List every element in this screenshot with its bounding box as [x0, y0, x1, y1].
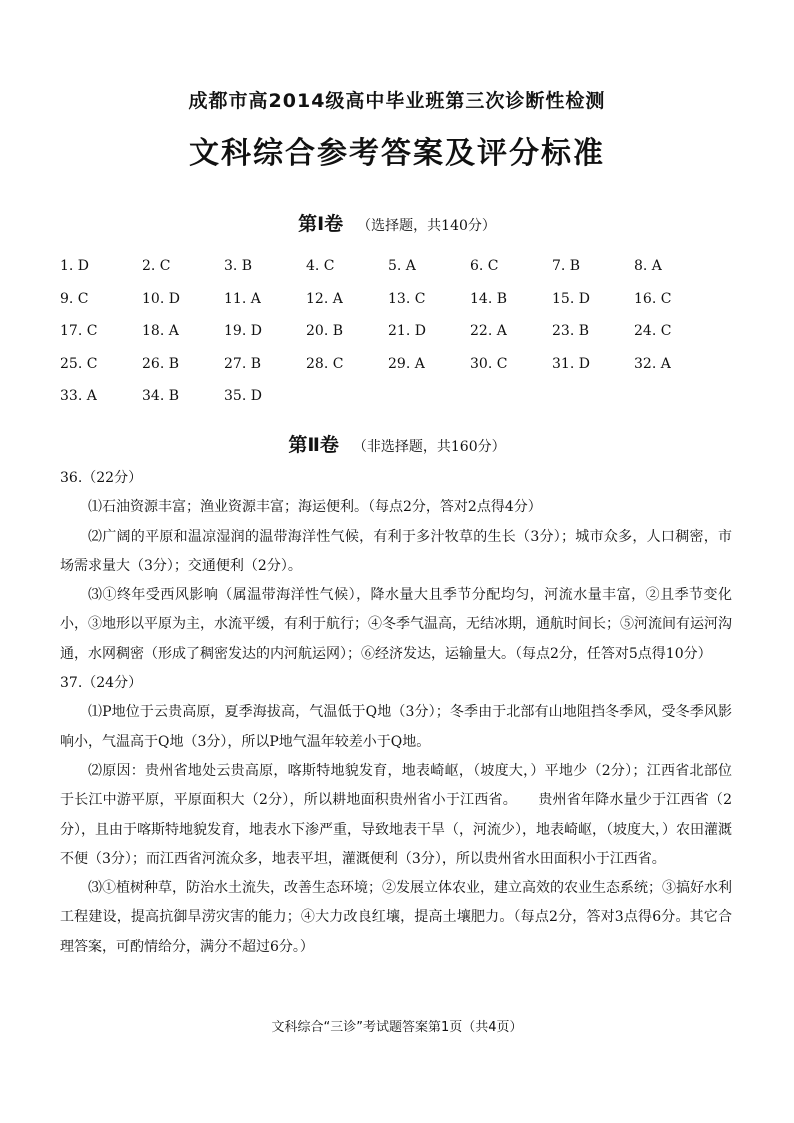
section-1-header: [0, 209, 794, 236]
page-footer: 文科综合“三诊”考试题答案第1页（共4页）: [271, 1020, 523, 1035]
answer-item: 6. C: [470, 258, 499, 274]
answer-item: 21. D: [388, 323, 426, 339]
q36-label: 36.（22分）: [60, 470, 143, 486]
answer-item: 10. D: [142, 290, 180, 307]
section-2-note: （非选择题，共160分）: [352, 439, 506, 455]
answer-item: 28. C: [306, 355, 344, 372]
answer-row: [60, 323, 750, 356]
answer-row: [60, 356, 750, 389]
answer-item: 19. D: [224, 323, 262, 339]
section-2-header: [0, 430, 794, 457]
answer-item: 31. D: [552, 355, 590, 372]
answer-item: 2. C: [142, 258, 171, 274]
answer-item: 29. A: [388, 355, 425, 372]
answer-item: 8. A: [634, 258, 662, 274]
answer-item: 9. C: [60, 290, 89, 307]
answer-item: 11. A: [224, 290, 261, 307]
answer-item: 34. B: [142, 388, 180, 404]
section-1-note: （选择题，共140分）: [357, 218, 496, 234]
answer-body: [60, 464, 732, 962]
answer-item: 14. B: [470, 290, 508, 307]
q37-part3: ⑶①植树种草，防治水土流失，改善生态环境；②发展立体农业，建立高效的农业生态系统；③搞好水利工程建设，提高抗御旱涝灾害的能力；④大力改良红壤，提高土壤肥力。（每点2分，答对3点得6分。其它合理答案，可酌情给分，满分不超过6分。）: [60, 880, 732, 955]
answer-item: 17. C: [60, 323, 98, 339]
answer-item: 4. C: [306, 258, 335, 274]
q37-part2: ⑵原因：贵州省地处云贵高原，喀斯特地貌发育，地表崎岖，（坡度大，）平地少（2分）；江西省北部位于长江中游平原，平原面积大（2分），所以耕地面积贵州省小于江西省。 贵州省年降水量少于江西省（2分），且由于喀斯特地貌发育，地表水下渗严重，导致地表干旱（，河流少），地表崎岖，（坡度大，）农田灌溉不便（3分）；而江西省河流众多，地表平坦，灌溉便利（3分），所以贵州省水田面积小于江西省。: [60, 762, 732, 867]
answer-item: 3. B: [224, 258, 253, 274]
answer-row: [60, 258, 750, 291]
q37-label: 37.（24分）: [60, 675, 143, 692]
answer-item: 22. A: [470, 323, 507, 339]
answer-item: 5. A: [388, 258, 416, 274]
answer-item: 27. B: [224, 355, 262, 372]
choice-answer-grid: [60, 258, 750, 421]
answer-item: 15. D: [552, 290, 590, 307]
answer-item: 20. B: [306, 323, 344, 339]
answer-item: 32. A: [634, 355, 671, 372]
q36-part1: ⑴石油资源丰富；渔业资源丰富；海运便利。（每点2分，答对2点得4分）: [88, 499, 542, 516]
section-2-heading: 第Ⅱ卷: [288, 434, 339, 456]
q36-part3: ⑶①终年受西风影响（属温带海洋性气候），降水量大且季节分配均匀，河流水量丰富，②且季节变化小，③地形以平原为主，水流平缓，有利于航行；④冬季气温高，无结冰期，通航时间长；⑤河流间有运河沟通，水网稠密（形成了稠密发达的内河航运网）；⑥经济发达，运输量大。（每点2分，任答对5点得10分）: [60, 587, 732, 662]
answer-item: 30. C: [470, 355, 508, 372]
answer-row: [60, 388, 750, 421]
answer-item: 26. B: [142, 355, 180, 372]
answer-item: 13. C: [388, 290, 426, 307]
answer-item: 18. A: [142, 323, 179, 339]
answer-item: 25. C: [60, 355, 98, 372]
answer-item: 12. A: [306, 290, 343, 307]
answer-item: 7. B: [552, 258, 581, 274]
answer-item: 24. C: [634, 323, 672, 339]
answer-item: 23. B: [552, 323, 590, 339]
exam-title: 成都市高2014级高中毕业班第三次诊断性检测: [188, 90, 606, 112]
document-title: 文科综合参考答案及评分标准: [189, 136, 605, 171]
answer-row: [60, 291, 750, 324]
answer-item: 35. D: [224, 388, 262, 404]
answer-item: 33. A: [60, 388, 97, 404]
answer-item: 1. D: [60, 258, 90, 274]
section-1-heading: 第Ⅰ卷: [298, 213, 344, 235]
answer-item: 16. C: [634, 290, 672, 307]
q37-part1: ⑴P地位于云贵高原，夏季海拔高，气温低于Q地（3分）；冬季由于北部有山地阻挡冬季风，受冬季风影响小，气温高于Q地（3分），所以P地气温年较差小于Q地。: [60, 704, 732, 750]
q36-part2: ⑵广阔的平原和温凉湿润的温带海洋性气候，有利于多汁牧草的生长（3分）；城市众多，人口稠密，市场需求量大（3分）；交通便利（2分）。: [60, 528, 732, 574]
